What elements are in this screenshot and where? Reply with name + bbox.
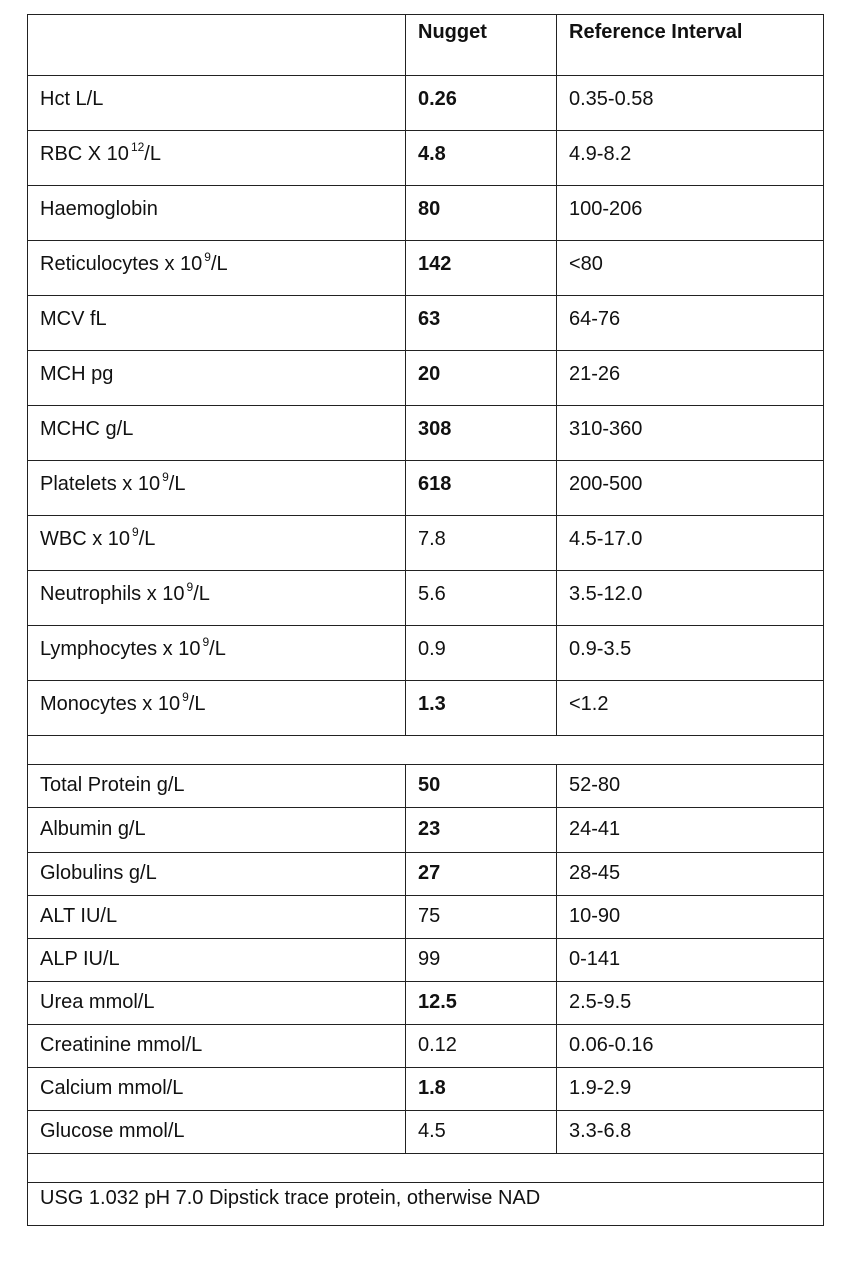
- header-empty-cell: [28, 15, 406, 76]
- reference-interval: 4.5-17.0: [557, 516, 824, 571]
- result-value: 142: [406, 241, 557, 296]
- analyte-name: Globulins g/L: [28, 853, 406, 896]
- table-row: [28, 241, 824, 296]
- result-value: 618: [406, 461, 557, 516]
- blank-cell: [28, 1154, 824, 1183]
- analyte-label: Monocytes x 10: [40, 693, 181, 715]
- reference-interval: 21-26: [557, 351, 824, 406]
- table-row: [28, 186, 824, 241]
- header-nugget: Nugget: [406, 15, 557, 76]
- result-value: 23: [406, 808, 557, 853]
- table-row: [28, 461, 824, 516]
- analyte-name: [28, 296, 406, 351]
- unit-exponent: 9: [204, 250, 211, 264]
- header-reference-interval: Reference Interval: [557, 15, 824, 76]
- analyte-label: Lymphocytes x 10: [40, 638, 201, 660]
- reference-interval: 0-141: [557, 939, 824, 982]
- table-row: [28, 853, 824, 896]
- analyte-name: [28, 626, 406, 681]
- section-divider-row: [28, 1154, 824, 1183]
- table-row: [28, 516, 824, 571]
- result-value: 4.5: [406, 1111, 557, 1154]
- table-row: [28, 896, 824, 939]
- analyte-label: Platelets x 10: [40, 473, 161, 495]
- table-row: [28, 131, 824, 186]
- analyte-label: RBC X 10: [40, 143, 129, 165]
- result-value: 1.8: [406, 1068, 557, 1111]
- unit-suffix: /L: [144, 143, 161, 165]
- analyte-name: Urea mmol/L: [28, 982, 406, 1025]
- result-value: 4.8: [406, 131, 557, 186]
- unit-suffix: /L: [138, 528, 156, 550]
- table-row: [28, 571, 824, 626]
- table-row: [28, 626, 824, 681]
- analyte-name: [28, 76, 406, 131]
- analyte-label: WBC x 10: [40, 528, 131, 550]
- analyte-name: [28, 406, 406, 461]
- unit-exponent: 9: [202, 635, 210, 649]
- analyte-label: MCHC g/L: [40, 418, 134, 440]
- analyte-name: [28, 186, 406, 241]
- unit-suffix: /L: [168, 473, 186, 495]
- analyte-label: Neutrophils x 10: [40, 583, 185, 605]
- reference-interval: 0.9-3.5: [557, 626, 824, 681]
- analyte-name: [28, 131, 406, 186]
- result-value: 63: [406, 296, 557, 351]
- reference-interval: <80: [557, 241, 824, 296]
- table-row: [28, 765, 824, 808]
- analyte-label: MCH pg: [40, 363, 114, 385]
- analyte-name: [28, 516, 406, 571]
- analyte-label: MCV fL: [40, 308, 107, 330]
- reference-interval: 310-360: [557, 406, 824, 461]
- result-value: 80: [406, 186, 557, 241]
- result-value: 0.12: [406, 1025, 557, 1068]
- analyte-label: Haemoglobin: [40, 198, 158, 220]
- analyte-name: Albumin g/L: [28, 808, 406, 853]
- analyte-name: ALT IU/L: [28, 896, 406, 939]
- reference-interval: 0.06-0.16: [557, 1025, 824, 1068]
- reference-interval: 100-206: [557, 186, 824, 241]
- reference-interval: 0.35-0.58: [557, 76, 824, 131]
- analyte-name: [28, 351, 406, 406]
- reference-interval: 10-90: [557, 896, 824, 939]
- table-row: [28, 406, 824, 461]
- unit-suffix: /L: [210, 253, 228, 275]
- analyte-name: [28, 681, 406, 736]
- table-row: [28, 939, 824, 982]
- reference-interval: 3.5-12.0: [557, 571, 824, 626]
- table-row: [28, 296, 824, 351]
- result-value: 27: [406, 853, 557, 896]
- lab-results-table: [27, 14, 824, 1226]
- reference-interval: 52-80: [557, 765, 824, 808]
- section-divider-row: [28, 736, 824, 765]
- analyte-name: Total Protein g/L: [28, 765, 406, 808]
- analyte-label: Reticulocytes x 10: [40, 253, 203, 275]
- analyte-name: Calcium mmol/L: [28, 1068, 406, 1111]
- unit-exponent: 9: [162, 470, 169, 484]
- analyte-name: Creatinine mmol/L: [28, 1025, 406, 1068]
- result-value: 0.9: [406, 626, 557, 681]
- analyte-name: [28, 461, 406, 516]
- header-row: [28, 15, 824, 76]
- table-row: [28, 1025, 824, 1068]
- urinalysis-note: USG 1.032 pH 7.0 Dipstick trace protein, otherwise NAD: [28, 1183, 824, 1226]
- table-row: [28, 76, 824, 131]
- table-row: [28, 808, 824, 853]
- reference-interval: 200-500: [557, 461, 824, 516]
- reference-interval: 28-45: [557, 853, 824, 896]
- table-row: [28, 351, 824, 406]
- table-row: [28, 982, 824, 1025]
- result-value: 99: [406, 939, 557, 982]
- analyte-name: [28, 571, 406, 626]
- result-value: 1.3: [406, 681, 557, 736]
- analyte-name: Glucose mmol/L: [28, 1111, 406, 1154]
- reference-interval: <1.2: [557, 681, 824, 736]
- result-value: 50: [406, 765, 557, 808]
- unit-suffix: /L: [188, 693, 206, 715]
- reference-interval: 2.5-9.5: [557, 982, 824, 1025]
- result-value: 12.5: [406, 982, 557, 1025]
- urinalysis-row: [28, 1183, 824, 1226]
- analyte-label: Hct L/L: [40, 88, 104, 110]
- reference-interval: 1.9-2.9: [557, 1068, 824, 1111]
- result-value: 5.6: [406, 571, 557, 626]
- table-row: [28, 1111, 824, 1154]
- unit-exponent: 12: [130, 140, 145, 154]
- blank-cell: [28, 736, 824, 765]
- table-row: [28, 1068, 824, 1111]
- result-value: 0.26: [406, 76, 557, 131]
- result-value: 75: [406, 896, 557, 939]
- reference-interval: 3.3-6.8: [557, 1111, 824, 1154]
- result-value: 20: [406, 351, 557, 406]
- unit-exponent: 9: [132, 525, 139, 539]
- result-value: 308: [406, 406, 557, 461]
- reference-interval: 4.9-8.2: [557, 131, 824, 186]
- unit-suffix: /L: [209, 638, 226, 660]
- reference-interval: 24-41: [557, 808, 824, 853]
- analyte-name: ALP IU/L: [28, 939, 406, 982]
- analyte-name: [28, 241, 406, 296]
- unit-exponent: 9: [182, 690, 189, 704]
- reference-interval: 64-76: [557, 296, 824, 351]
- table-row: [28, 681, 824, 736]
- result-value: 7.8: [406, 516, 557, 571]
- unit-suffix: /L: [193, 583, 210, 605]
- unit-exponent: 9: [186, 580, 194, 594]
